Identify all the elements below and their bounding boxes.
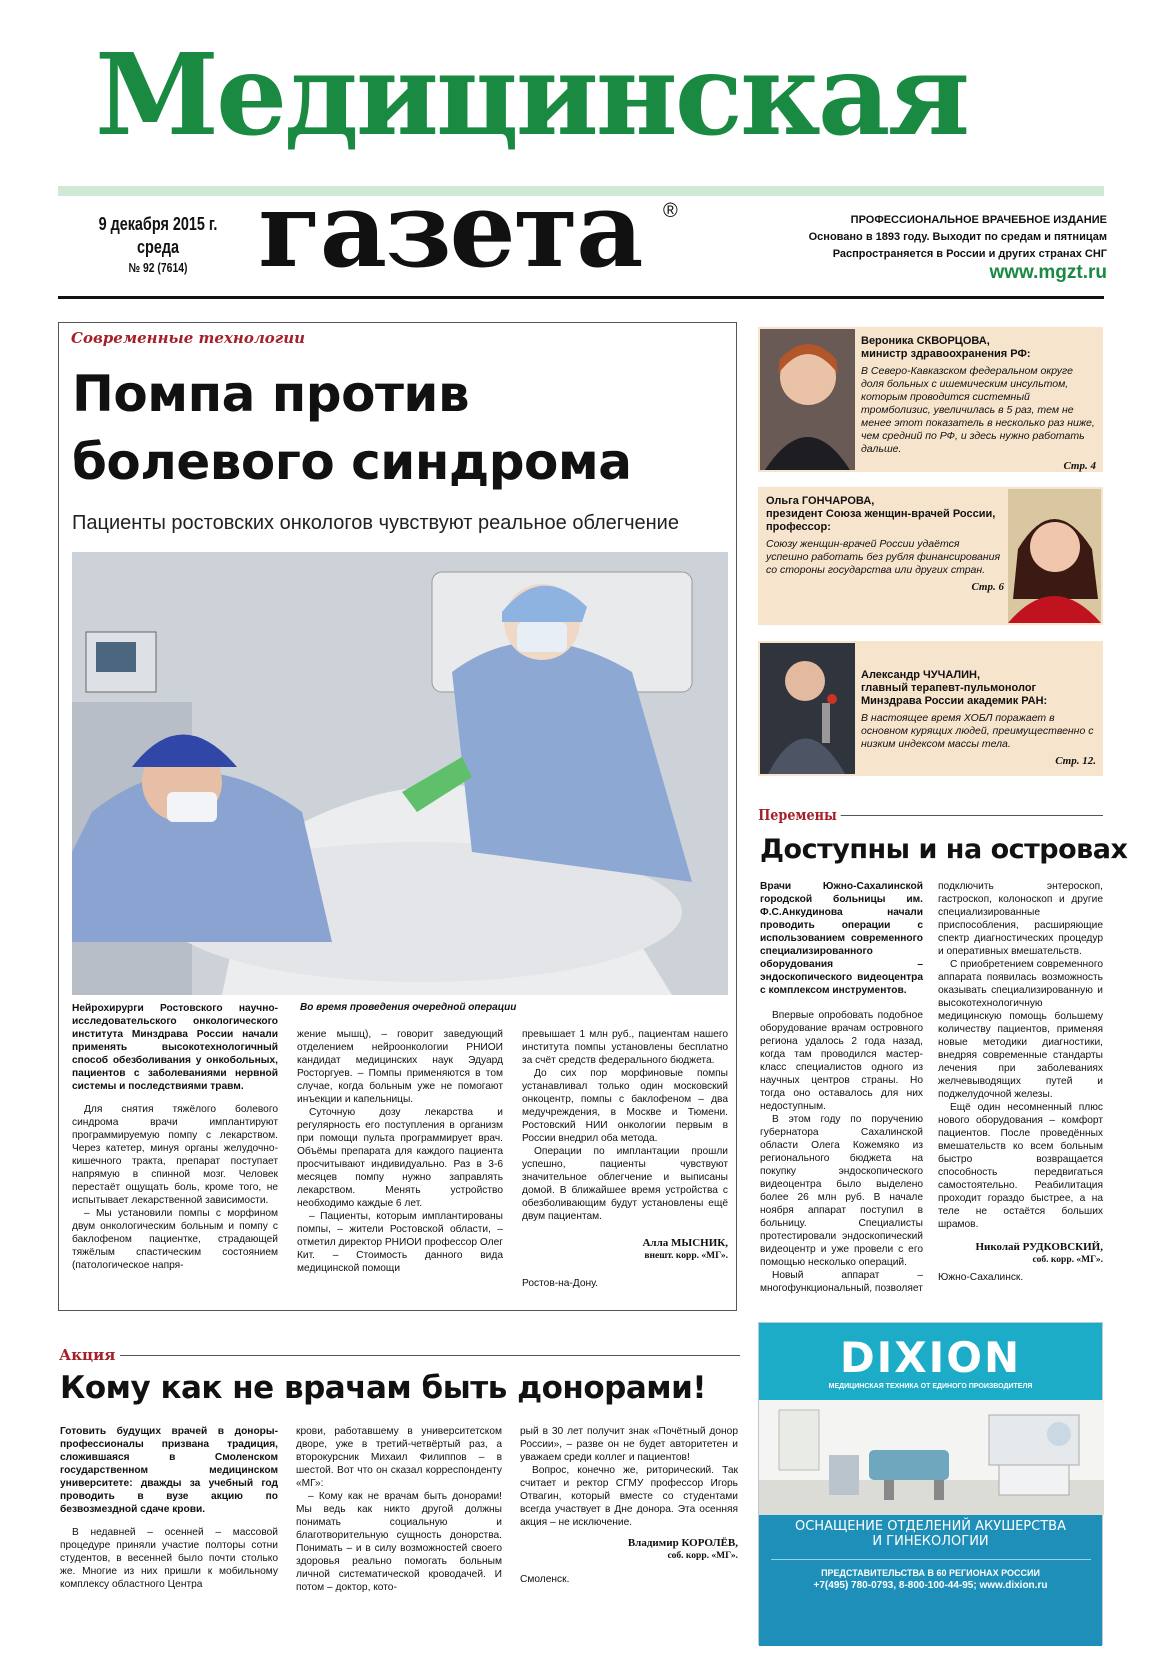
lead-headline-line1: Помпа против: [72, 365, 470, 423]
islands-author-role: соб. корр. «МГ».: [1032, 1255, 1103, 1265]
donors-author-role: соб. корр. «МГ».: [667, 1551, 738, 1561]
ad-tagline: МЕДИЦИНСКАЯ ТЕХНИКА ОТ ЕДИНОГО ПРОИЗВОДИТЕЛЯ: [828, 1383, 1033, 1390]
donors-author: Владимир КОРОЛЁВ,: [627, 1537, 738, 1549]
islands-paragraph: Новый аппарат – многофункциональный, позволяет: [760, 1270, 923, 1294]
distribution-info: Распространяется в России и других странах СНГ: [832, 248, 1107, 261]
donors-paragraph: В недавней – осенней – массовой процедуре приняли участие полторы сотни студентов, в весенней было почти столько же. Многие из них пришли к мобильному комплексу областного Центра: [60, 1527, 278, 1590]
islands-paragraph: Впервые опробовать подобное оборудование врачам островного региона удалось 2 года назад, когда там проводился мастер-класс специалистов одного из научных центров страны. Но тогда оно оставалось для них недоступным.: [760, 1010, 923, 1112]
ad-slogan-line2: И ГИНЕКОЛОГИИ: [872, 1534, 989, 1549]
ad-clinic-room-illustration: [759, 1400, 1104, 1515]
quote-text: В Северо-Кавказском федеральном округе доля больных с ишемическим инсультом, которым проводится системный тромболизис, увеличилась в 5 раз, тем не менее этот показатель в несколько раз ниже, чем средний по РФ, и здесь нужно работать дальше.: [861, 365, 1095, 455]
surgery-photo: [72, 552, 728, 995]
ad-divider: [771, 1559, 1091, 1560]
donors-headline: Кому как не врачам быть донорами!: [60, 1370, 706, 1406]
lead-headline: [72, 360, 632, 496]
donors-column-2: [296, 1425, 502, 1594]
quote-text: Союзу женщин-врачей России удаётся успешно работать без рубля финансирования со стороны государства или других стран.: [766, 538, 1001, 576]
ad-contacts-phones[interactable]: +7(495) 780-0793, 8-800-100-44-95; www.dixion.ru: [813, 1580, 1048, 1591]
surgery-illustration: [72, 552, 728, 995]
quote-name: Александр ЧУЧАЛИН,: [861, 669, 981, 681]
masthead-title-gazette: газета: [258, 168, 642, 291]
masthead-title-medical: Медицинская: [95, 30, 968, 161]
quote-text: В настоящее время ХОБЛ поражает в основном курящих людей, преимущественно с низким индексом массы тела.: [861, 712, 1094, 750]
donors-place: Смоленск.: [520, 1574, 570, 1585]
donors-section-label: Акция: [54, 1346, 120, 1364]
donors-paragraph: рый в 30 лет получит знак «Почётный донор России», – разве он не будет авторитетен и уважаем среди коллег и пациентов!: [520, 1426, 738, 1463]
quote-role: президент Союза женщин-врачей России, профессор:: [766, 508, 996, 533]
donors-column-1: [60, 1425, 278, 1591]
islands-place: Южно-Сахалинск.: [938, 1272, 1024, 1283]
islands-paragraph: С приобретением современного аппарата появилась возможность оказывать специализированную и высокотехнологичную медицинскую помощь большему количеству пациентов, применяя новые методики диагностики, внедряя современные стандарты лечения при заболеваниях желчевыводящих путей и поджелудочной железы.: [938, 959, 1103, 1100]
registered-mark: ®: [663, 200, 678, 222]
quote-name: Вероника СКВОРЦОВА,: [861, 335, 990, 347]
quote-name: Ольга ГОНЧАРОВА,: [766, 495, 875, 507]
islands-column-2: [938, 880, 1103, 1284]
masthead-divider: [58, 296, 1104, 299]
quote-body: [861, 669, 1096, 767]
site-url-link[interactable]: www.mgzt.ru: [989, 262, 1107, 283]
lead-column-3: [522, 1028, 728, 1290]
quote-page-ref: Стр. 12.: [1055, 755, 1096, 767]
donors-intro-paragraph: Готовить будущих врачей в доноры-профессионалы призвана традиция, сложившаяся в Смоленском государственном медицинском университете: дважды за учебный год проводить в вузе акцию по безвозмездной сдаче крови.: [60, 1426, 278, 1515]
lead-subheadline: Пациенты ростовских онкологов чувствуют реальное облегчение: [72, 512, 679, 534]
publication-info: [809, 212, 1107, 263]
portrait-chuchalin: [760, 643, 855, 774]
tagline: ПРОФЕССИОНАЛЬНОЕ ВРАЧЕБНОЕ ИЗДАНИЕ: [850, 214, 1107, 226]
issue-date: 9 декабря 2015 г.: [98, 214, 218, 234]
ad-contacts-regions: ПРЕДСТАВИТЕЛЬСТВА В 60 РЕГИОНАХ РОССИИ: [821, 1568, 1040, 1578]
islands-column-1: [760, 880, 923, 1295]
lead-paragraph: До сих пор морфиновые помпы устанавливал только один московский онкоцентр, помпы с баклофеном – два медучреждения, в Москве и Тюмени. Ростовский НИИ онкологии первым в России внедрил оба метода.: [522, 1068, 728, 1144]
lead-headline-line2: болевого синдрома: [72, 433, 632, 491]
quote-page-ref: Стр. 4: [1063, 460, 1096, 472]
lead-paragraph: – Мы установили помпы с морфином двум онкологическим больным и помпу с баклофеном пациентке, страдающей тяжёлым спастическим состоянием (патологическое напря-: [72, 1208, 278, 1271]
lead-author: Алла МЫСНИК,: [642, 1237, 728, 1249]
lead-paragraph: Операции по имплантации прошли успешно, пациенты чувствуют значительное облегчение и выписаны домой. В ближайшее время устройства с обезболивающим будут установлены ещё двум пациентам.: [522, 1146, 728, 1222]
lead-paragraph: Суточную дозу лекарства и регулярность его поступления в организм при помощи пульта программирует врач. Объёмы препарата для каждого пациента просчитывают индивидуально. Раз в 3-6 месяцев помпу нужно заправлять лекарством. Менять устройство необходимо каждые 6 лет.: [297, 1107, 503, 1209]
lead-section-label: Современные технологии: [66, 329, 310, 347]
lead-intro-paragraph: Нейрохирурги Ростовского научно-исследовательского онкологического института Минздрава России начали применять высокотехнологичный способ обезболивания у онкобольных, пациентов с заболеваниями нервной системы и последствиями травм.: [72, 1003, 278, 1092]
portrait-skvortsova: [760, 329, 855, 470]
islands-headline: Доступны и на островах: [760, 834, 1128, 865]
lead-photo-caption: Во время проведения очередной операции: [300, 1002, 517, 1013]
quote-role: министр здравоохранения РФ:: [861, 348, 1031, 360]
quote-role: главный терапевт-пульмонолог Минздрава России академик РАН:: [861, 682, 1048, 707]
ad-slogan: [759, 1519, 1102, 1549]
ad-contacts-band: [759, 1515, 1102, 1646]
donors-paragraph: Вопрос, конечно же, риторический. Так считает и ректор СГМУ профессор Игорь Отвагин, который вместе со студентами всегда участвует в Дне донора. Эта осенняя акция – не исключение.: [520, 1465, 738, 1528]
islands-paragraph: В этом году по поручению губернатора Сахалинской области Олега Кожемяко из регионального бюджета на покупку эндоскопического видеоцентра было выделено более 26 млн руб. В начале ноября аппарат поступил в больницу. Специалисты протестировали эндоскопический видеоцентр и уже провели с его помощью несколько операций.: [760, 1114, 923, 1268]
ad-header-band: [759, 1323, 1102, 1400]
founded-info: Основано в 1893 году. Выходит по средам и пятницам: [808, 231, 1107, 244]
quote-body: [861, 335, 1096, 472]
quote-body: [766, 495, 1004, 593]
islands-paragraph: подключить энтероскоп, гастроскоп, колоноскоп и другие специализированные приспособления, расширяющие спектр диагностических процедур и оперативных вмешательств.: [938, 881, 1103, 957]
issue-number: № 92 (7614): [128, 259, 188, 275]
lead-paragraph: превышает 1 млн руб., пациентам нашего института помпы установлены бесплатно за счёт средств федерального бюджета.: [522, 1029, 728, 1066]
lead-paragraph: жение мышц), – говорит заведующий отделением нейроонкологии РНИОИ кандидат медицинских наук Эдуард Росторгуев. – Помпы применяются в том случае, когда больным уже не помогают инъекции и капельницы.: [297, 1029, 503, 1105]
donors-paragraph: крови, работавшему в университетском дворе, уже в третий-четвёртый раз, а второкурсник Михаил Филиппов – в шестой. Вот что он сказал корреспонденту «МГ»:: [296, 1426, 502, 1489]
lead-paragraph: – Пациенты, которым имплантированы помпы, – жители Ростовской области, – отметил директор РНИОИ профессор Олег Кит. – Стоимость данного вида медицинской помощи: [297, 1211, 503, 1274]
portrait-goncharova: [1008, 489, 1101, 623]
lead-column-2: [297, 1028, 503, 1275]
donors-paragraph: – Кому как не врачам быть донорами! Мы ведь как никто другой должны понимать социальную и благотворительную сущность донорства. Понимать – и в силу возможностей своего здоровья реально помогать больным личной систематической кроводачей. И потом – доктор, кото-: [296, 1491, 502, 1593]
quote-card-chuchalin[interactable]: [758, 641, 1103, 776]
quote-card-skvortsova[interactable]: [758, 327, 1103, 472]
issue-weekday: среда: [137, 237, 179, 258]
islands-author: Николай РУДКОВСКИЙ,: [975, 1241, 1103, 1253]
ad-slogan-line1: ОСНАЩЕНИЕ ОТДЕЛЕНИЙ АКУШЕРСТВА: [795, 1519, 1066, 1534]
islands-section-label: Перемены: [754, 806, 841, 824]
lead-paragraph: Для снятия тяжёлого болевого синдрома врачи имплантируют программируемую помпу с лекарством. Через катетер, минуя органы желудочно-кишечного тракта, препарат поступает напрямую в спинной мозг. Человек перестаёт ощущать боль, кроме того, не испытывает лекарственной зависимости.: [72, 1104, 278, 1206]
donors-section-rule: [60, 1355, 740, 1356]
donors-column-3: [520, 1425, 738, 1586]
dixion-advertisement[interactable]: [758, 1322, 1103, 1645]
issue-date-block: [94, 213, 222, 277]
quote-page-ref: Стр. 6: [971, 581, 1004, 593]
islands-paragraph: Ещё один несомненный плюс нового оборудования – комфорт пациентов. После проведённых вмешательств ко всем больным быстро возвращается способность передвигаться самостоятельно. Реабилитация проходит гораздо быстрее, а на теле не остаётся больших шрамов.: [938, 1102, 1103, 1230]
lead-author-role: внешт. корр. «МГ».: [644, 1251, 728, 1261]
lead-place: Ростов-на-Дону.: [522, 1278, 599, 1289]
ad-brand-logo: DIXION: [839, 1333, 1022, 1382]
lead-column-1: [72, 1002, 278, 1272]
quote-card-goncharova[interactable]: [758, 487, 1103, 625]
islands-intro-paragraph: Врачи Южно-Сахалинской городской больницы им. Ф.С.Анкудинова начали проводить операции с использованием современного специализированного оборудования – эндоскопического видеоцентра с комплексом инструментов.: [760, 881, 923, 996]
